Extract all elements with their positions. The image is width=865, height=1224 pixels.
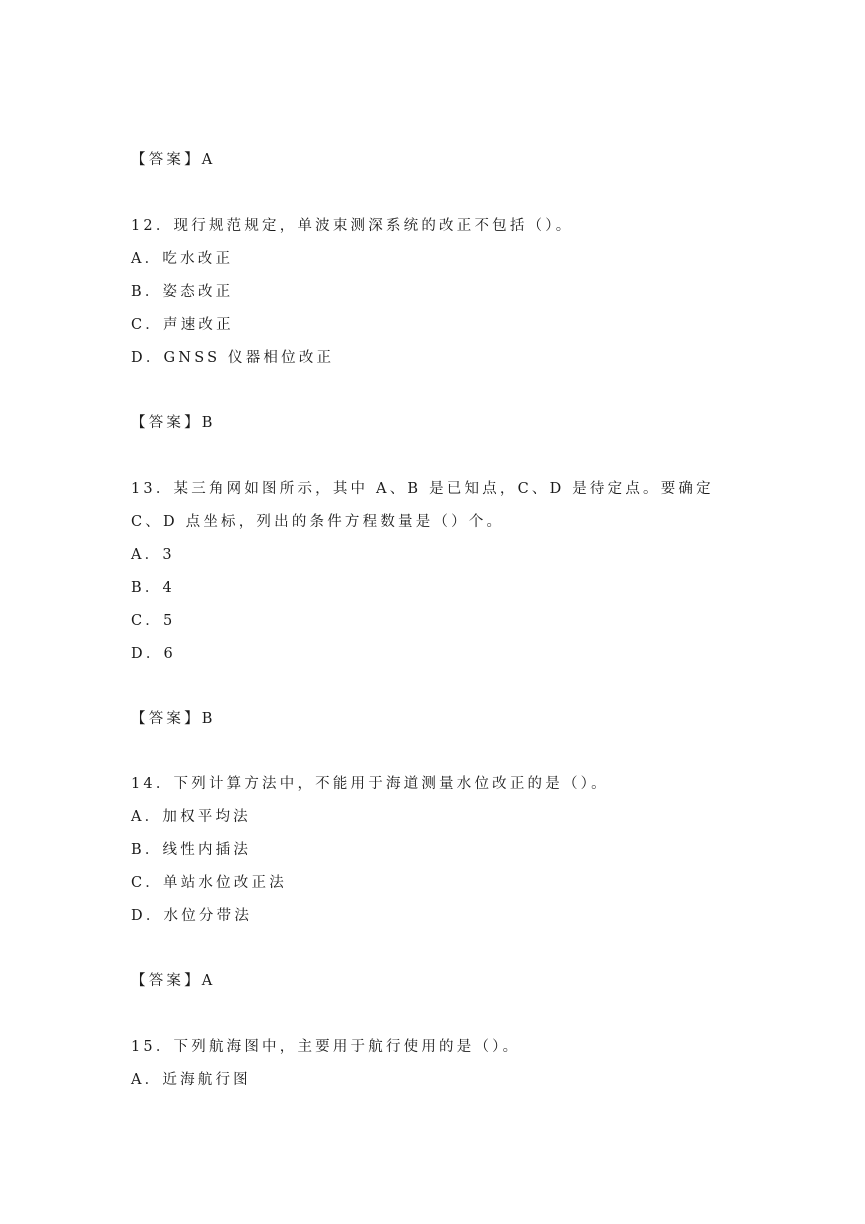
question-13-option-d: D．6 <box>131 646 176 662</box>
question-13-option-a: A．3 <box>131 547 175 563</box>
answer-line: 【答案】B <box>131 711 216 727</box>
question-15-option-a: A．近海航行图 <box>131 1072 251 1088</box>
question-12-option-b: B．姿态改正 <box>131 284 234 300</box>
question-14-option-b: B．线性内插法 <box>131 842 252 858</box>
question-14-option-c: C．单站水位改正法 <box>131 875 287 891</box>
question-12-stem: 12．现行规范规定，单波束测深系统的改正不包括（）。 <box>131 218 574 234</box>
question-12-option-c: C．声速改正 <box>131 317 234 333</box>
question-14-stem: 14．下列计算方法中，不能用于海道测量水位改正的是（）。 <box>131 776 609 792</box>
question-12-option-d: D．GNSS 仪器相位改正 <box>131 350 335 366</box>
answer-line: 【答案】B <box>131 415 216 431</box>
answer-line: 【答案】A <box>131 152 216 168</box>
question-13-option-c: C．5 <box>131 613 176 629</box>
question-12-option-a: A．吃水改正 <box>131 251 234 267</box>
question-15-stem: 15．下列航海图中，主要用于航行使用的是（）。 <box>131 1039 521 1055</box>
answer-line: 【答案】A <box>131 973 216 989</box>
question-13-stem-line-2: C、D 点坐标，列出的条件方程数量是（）个。 <box>131 514 505 530</box>
question-13-stem-line-1: 13．某三角网如图所示，其中 A、B 是已知点，C、D 是待定点。要确定 <box>131 481 714 497</box>
question-14-option-d: D．水位分带法 <box>131 908 253 924</box>
question-13-option-b: B．4 <box>131 580 175 596</box>
question-14-option-a: A．加权平均法 <box>131 809 251 825</box>
